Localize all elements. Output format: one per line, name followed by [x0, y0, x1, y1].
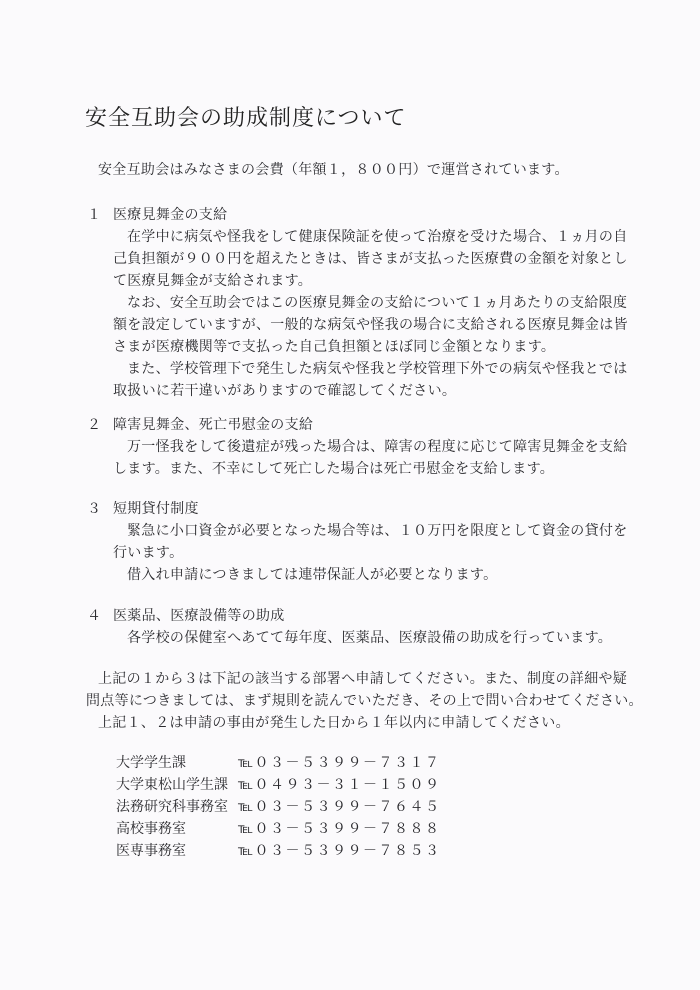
section-4-heading: 医薬品、医療設備等の助成	[113, 608, 285, 624]
section-4-line: 各学校の保健室へあてて毎年度、医薬品、医療設備の助成を行っています。	[127, 630, 613, 646]
section-1-line: 額を設定していますが、一般的な病気や怪我の場合に支給される医療見舞金は皆	[113, 317, 628, 333]
section-3-number: ３	[87, 501, 101, 517]
contact-tel: ℡０４９３－３１－１５０９	[238, 777, 441, 793]
contact-name: 大学東松山学生課	[116, 777, 228, 793]
note-line: 上記１、２は申請の事由が発生した日から１年以内に申請してください。	[98, 715, 570, 731]
contact-tel: ℡０３－５３９９－７３１７	[238, 755, 441, 771]
section-3-line: 緊急に小口資金が必要となった場合等は、１０万円を限度として資金の貸付を	[127, 523, 628, 539]
note-line: 問点等につきましては、まず規則を読んでいただき、その上で問い合わせてください。	[86, 693, 643, 709]
section-1-line: さまが医療機関等で支払った自己負担額とほぼ同じ金額となります。	[113, 339, 556, 355]
section-2-line: 万一怪我をして後遺症が残った場合は、障害の程度に応じて障害見舞金を支給	[127, 439, 628, 455]
section-1-line: 己負担額が９００円を超えたときは、皆さまが支払った医療費の金額を対象とし	[113, 251, 628, 267]
section-3-line: 行います。	[113, 545, 184, 561]
section-1-line: て医療見舞金が支給されます。	[113, 273, 313, 289]
section-1-line: 在学中に病気や怪我をして健康保険証を使って治療を受けた場合、１ヵ月の自	[127, 229, 628, 245]
section-1-number: １	[87, 207, 101, 223]
note-line: 上記の１から３は下記の該当する部署へ申請してください。また、制度の詳細や疑	[98, 671, 628, 687]
document-title: 安全互助会の助成制度について	[85, 106, 407, 131]
section-1-line: また、学校管理下で発生した病気や怪我と学校管理下外での病気や怪我とでは	[127, 361, 628, 377]
intro-text: 安全互助会はみなさまの会費（年額１，８００円）で運営されています。	[98, 162, 569, 178]
contact-tel: ℡０３－５３９９－７６４５	[238, 799, 441, 815]
section-1-line: なお、安全互助会ではこの医療見舞金の支給について１ヵ月あたりの支給限度	[127, 295, 628, 311]
section-4-number: ４	[87, 608, 101, 624]
contact-name: 法務研究科事務室	[116, 799, 228, 815]
section-1-line: 取扱いに若干違いがありますので確認してください。	[113, 383, 457, 399]
contact-tel: ℡０３－５３９９－７８８８	[238, 821, 441, 837]
section-2-number: ２	[87, 417, 101, 433]
contact-name: 大学学生課	[116, 755, 186, 771]
section-3-heading: 短期貸付制度	[113, 501, 199, 517]
section-1-heading: 医療見舞金の支給	[113, 207, 228, 223]
section-2-line: します。また、不幸にして死亡した場合は死亡弔慰金を支給します。	[113, 461, 555, 477]
contact-name: 高校事務室	[116, 821, 186, 837]
contact-tel: ℡０３－５３９９－７８５３	[238, 843, 441, 859]
section-2-heading: 障害見舞金、死亡弔慰金の支給	[113, 417, 314, 433]
section-3-line: 借入れ申請につきましては連帯保証人が必要となります。	[127, 567, 498, 583]
contact-name: 医専事務室	[116, 843, 186, 859]
